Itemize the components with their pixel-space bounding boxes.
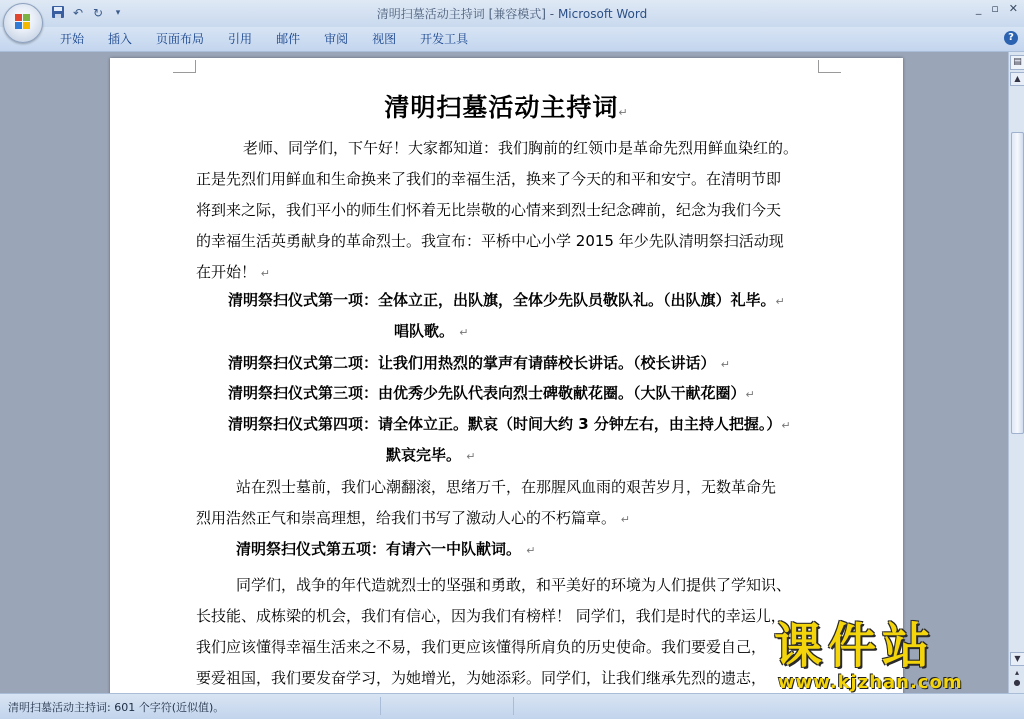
scroll-thumb[interactable] <box>1011 132 1024 434</box>
intro-line-5: 在开始！ ↵ <box>196 263 271 281</box>
para3-line-3: 我们应该懂得幸福生活来之不易，我们更应该懂得所肩负的历史使命。我们要爱自己， <box>196 638 767 656</box>
status-divider <box>513 697 514 715</box>
ceremony-item-1: 清明祭扫仪式第一项：全体立正，出队旗，全体少先队员敬队礼。（出队旗）礼毕。↵ <box>228 291 785 309</box>
watermark-url: www.kjzhan.com <box>778 672 963 693</box>
undo-icon[interactable]: ↶ <box>72 6 84 20</box>
ceremony-item-5: 清明祭扫仪式第五项：有请六一中队献词。 ↵ <box>236 540 536 558</box>
tab-view[interactable]: 视图 <box>372 32 397 46</box>
scroll-down-arrow-icon[interactable]: ▼ <box>1010 652 1024 666</box>
maximize-button[interactable]: ▫ <box>991 2 999 15</box>
tab-home[interactable]: 开始 <box>60 32 85 46</box>
tab-mailings[interactable]: 邮件 <box>276 32 301 46</box>
para3-line-2: 长技能、成栋梁的机会，我们有信心，因为我们有榜样！ 同学们，我们是时代的幸运儿， <box>196 607 786 625</box>
crop-mark-top-right <box>818 60 841 73</box>
document-page[interactable] <box>110 58 903 693</box>
intro-line-1: 老师、同学们，下午好！大家都知道：我们胸前的红领巾是革命先烈用鲜血染红的。 <box>243 139 799 157</box>
word-count-status[interactable]: 清明扫墓活动主持词: 601 个字符(近似值)。 <box>8 701 225 714</box>
vertical-scrollbar[interactable] <box>1008 52 1024 693</box>
document-heading: 清明扫墓活动主持词↵ <box>384 93 629 122</box>
ceremony-item-4-cont: 默哀完毕。 ↵ <box>386 446 476 464</box>
window-title <box>0 5 1024 22</box>
watermark-logo <box>770 620 1010 695</box>
tab-page-layout[interactable]: 页面布局 <box>156 32 205 46</box>
document-area <box>0 52 1008 693</box>
ceremony-item-1-cont: 唱队歌。 ↵ <box>394 322 469 340</box>
tab-review[interactable]: 审阅 <box>324 32 349 46</box>
close-button[interactable]: ✕ <box>1008 2 1018 15</box>
para2-line-1: 站在烈士墓前，我们心潮翻滚，思绪万千，在那腥风血雨的艰苦岁月，无数革命先 <box>236 478 777 496</box>
para3-line-1: 同学们，战争的年代造就烈士的坚强和勇敢，和平美好的环境为人们提供了学知识、 <box>236 576 792 594</box>
view-ruler-icon[interactable]: ▤ <box>1010 55 1024 70</box>
status-divider <box>380 697 381 715</box>
redo-icon[interactable]: ↻ <box>92 6 104 20</box>
scroll-up-arrow-icon[interactable]: ▲ <box>1010 72 1024 86</box>
intro-line-3: 将到来之际，我们平小的师生们怀着无比崇敬的心情来到烈士纪念碑前，纪念为我们今天 <box>196 201 782 219</box>
ceremony-item-3: 清明祭扫仪式第三项：由优秀少先队代表向烈士碑敬献花圈。（大队干献花圈）↵ <box>228 384 755 402</box>
window-controls <box>976 2 1018 15</box>
para3-line-4: 要爱祖国，我们要发奋学习，为她增光，为她添彩。同学们，让我们继承先烈的遗志， <box>196 669 767 687</box>
app-name: Microsoft Word <box>557 7 648 21</box>
ceremony-item-4: 清明祭扫仪式第四项：请全体立正。默哀（时间大约 3 分钟左右，由主持人把握。）↵ <box>228 415 791 433</box>
office-button[interactable] <box>3 3 43 43</box>
watermark-title: 课件站 <box>774 618 937 674</box>
title-bar <box>0 0 1024 27</box>
intro-line-4: 的幸福生活英勇献身的革命烈士。我宣布：平桥中心小学 2015 年少先队清明祭扫活动现 <box>196 232 784 250</box>
office-logo-icon <box>15 14 31 30</box>
select-browse-object-icon[interactable]: ● <box>1013 678 1021 687</box>
tab-developer[interactable]: 开发工具 <box>420 32 469 46</box>
crop-mark-top-left <box>173 60 196 73</box>
help-icon[interactable]: ? <box>1004 31 1018 45</box>
customize-toolbar-icon[interactable]: ▾ <box>115 8 121 18</box>
intro-line-2: 正是先烈们用鲜血和生命换来了我们的幸福生活，换来了今天的和平和安宁。在清明节即 <box>196 170 782 188</box>
ceremony-item-2: 清明祭扫仪式第二项：让我们用热烈的掌声有请薛校长讲话。（校长讲话） ↵ <box>228 354 730 372</box>
para2-line-2: 烈用浩然正气和崇高理想，给我们书写了激动人心的不朽篇章。 ↵ <box>196 509 631 527</box>
ribbon-tabs <box>48 31 480 47</box>
title-separator: - <box>545 7 558 21</box>
document-name: 清明扫墓活动主持词 [兼容模式] <box>376 7 546 21</box>
tab-references[interactable]: 引用 <box>228 32 253 46</box>
ribbon-tabs-bar <box>0 27 1024 52</box>
previous-page-icon[interactable]: ▴ <box>1014 668 1019 677</box>
tab-insert[interactable]: 插入 <box>108 32 133 46</box>
minimize-button[interactable]: _ <box>975 2 982 15</box>
status-bar <box>0 693 1024 719</box>
